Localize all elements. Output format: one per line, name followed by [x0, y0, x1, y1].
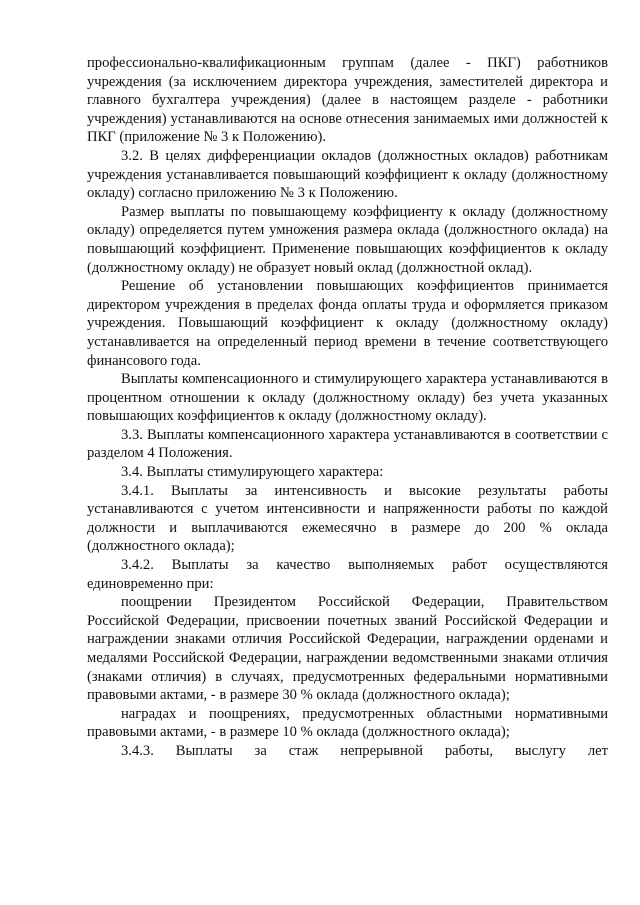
paragraph-compensation-percent: Выплаты компенсационного и стимулирующего характера устанавливаются в процентном отношении к окладу (должностному окладу) без учета указанных повышающих коэффициентов к окладу (должностному окладу). — [87, 371, 608, 425]
paragraph-payment-size: Размер выплаты по повышающему коэффициенту к окладу (должностному окладу) определяется путем умножения размера оклада (должностного оклада) на повышающий коэффициент. Применение повышающих коэффициентов к окладу (должностному окладу) не образует новый оклад (должностной оклад). — [87, 203, 608, 276]
paragraph-3-4-2: 3.4.2. Выплаты за качество выполняемых работ осуществляются единовременно при: — [87, 557, 608, 592]
paragraph-regional-awards: наградах и поощрениях, предусмотренных областными нормативными правовыми актами, - в размере 10 % оклада (должностного оклада); — [87, 705, 608, 741]
paragraph-3-2: 3.2. В целях дифференциации окладов (должностных окладов) работникам учреждения устанавливается повышающий коэффициент к окладу (должностному окладу) согласно приложению № 3 к Положению. — [87, 147, 608, 202]
paragraph-3-4-1: 3.4.1. Выплаты за интенсивность и высокие результаты работы устанавливаются с учетом интенсивности и напряженности работы по каждой должности и выплачиваются ежемесячно в размере до 200 % оклада (должностного оклада); — [87, 482, 608, 555]
document-body — [87, 54, 608, 761]
paragraph-3-4: 3.4. Выплаты стимулирующего характера: — [121, 464, 384, 481]
paragraph-coefficient-decision: Решение об установлении повышающих коэффициентов принимается директором учреждения в пределах фонда оплаты труда и оформляется приказом учреждения. Повышающий коэффициент к окладу (должностному окладу) устанавливается на определенный период времени в течение соответствующего финансового года. — [87, 278, 608, 369]
paragraph-federal-awards: поощрении Президентом Российской Федерации, Правительством Российской Федерации, присвоении почетных званий Российской Федерации и награждении знаками отличия Российской Федерации, награждении орденами и медалями Российской Федерации, награждении ведомственными знаками отличия (знаками отличия) в случаях, предусмотренных федеральными нормативными правовыми актами, - в размере 30 % оклада (должностного оклада); — [87, 594, 608, 704]
paragraph-3-3: 3.3. Выплаты компенсационного характера устанавливаются в соответствии с разделом 4 Положения. — [87, 426, 608, 462]
paragraph-3-4-3: 3.4.3. Выплаты за стаж непрерывной работы, выслугу лет — [121, 742, 608, 759]
paragraph-pkg-continuation: профессионально-квалификационным группам (далее - ПКГ) работников учреждения (за исключением директора учреждения, заместителей директора и главного бухгалтера учреждения) (далее в настоящем разделе - работники учреждения) устанавливаются на основе отнесения занимаемых ими должностей к ПКГ (приложение № 3 к Положению). — [87, 55, 608, 146]
